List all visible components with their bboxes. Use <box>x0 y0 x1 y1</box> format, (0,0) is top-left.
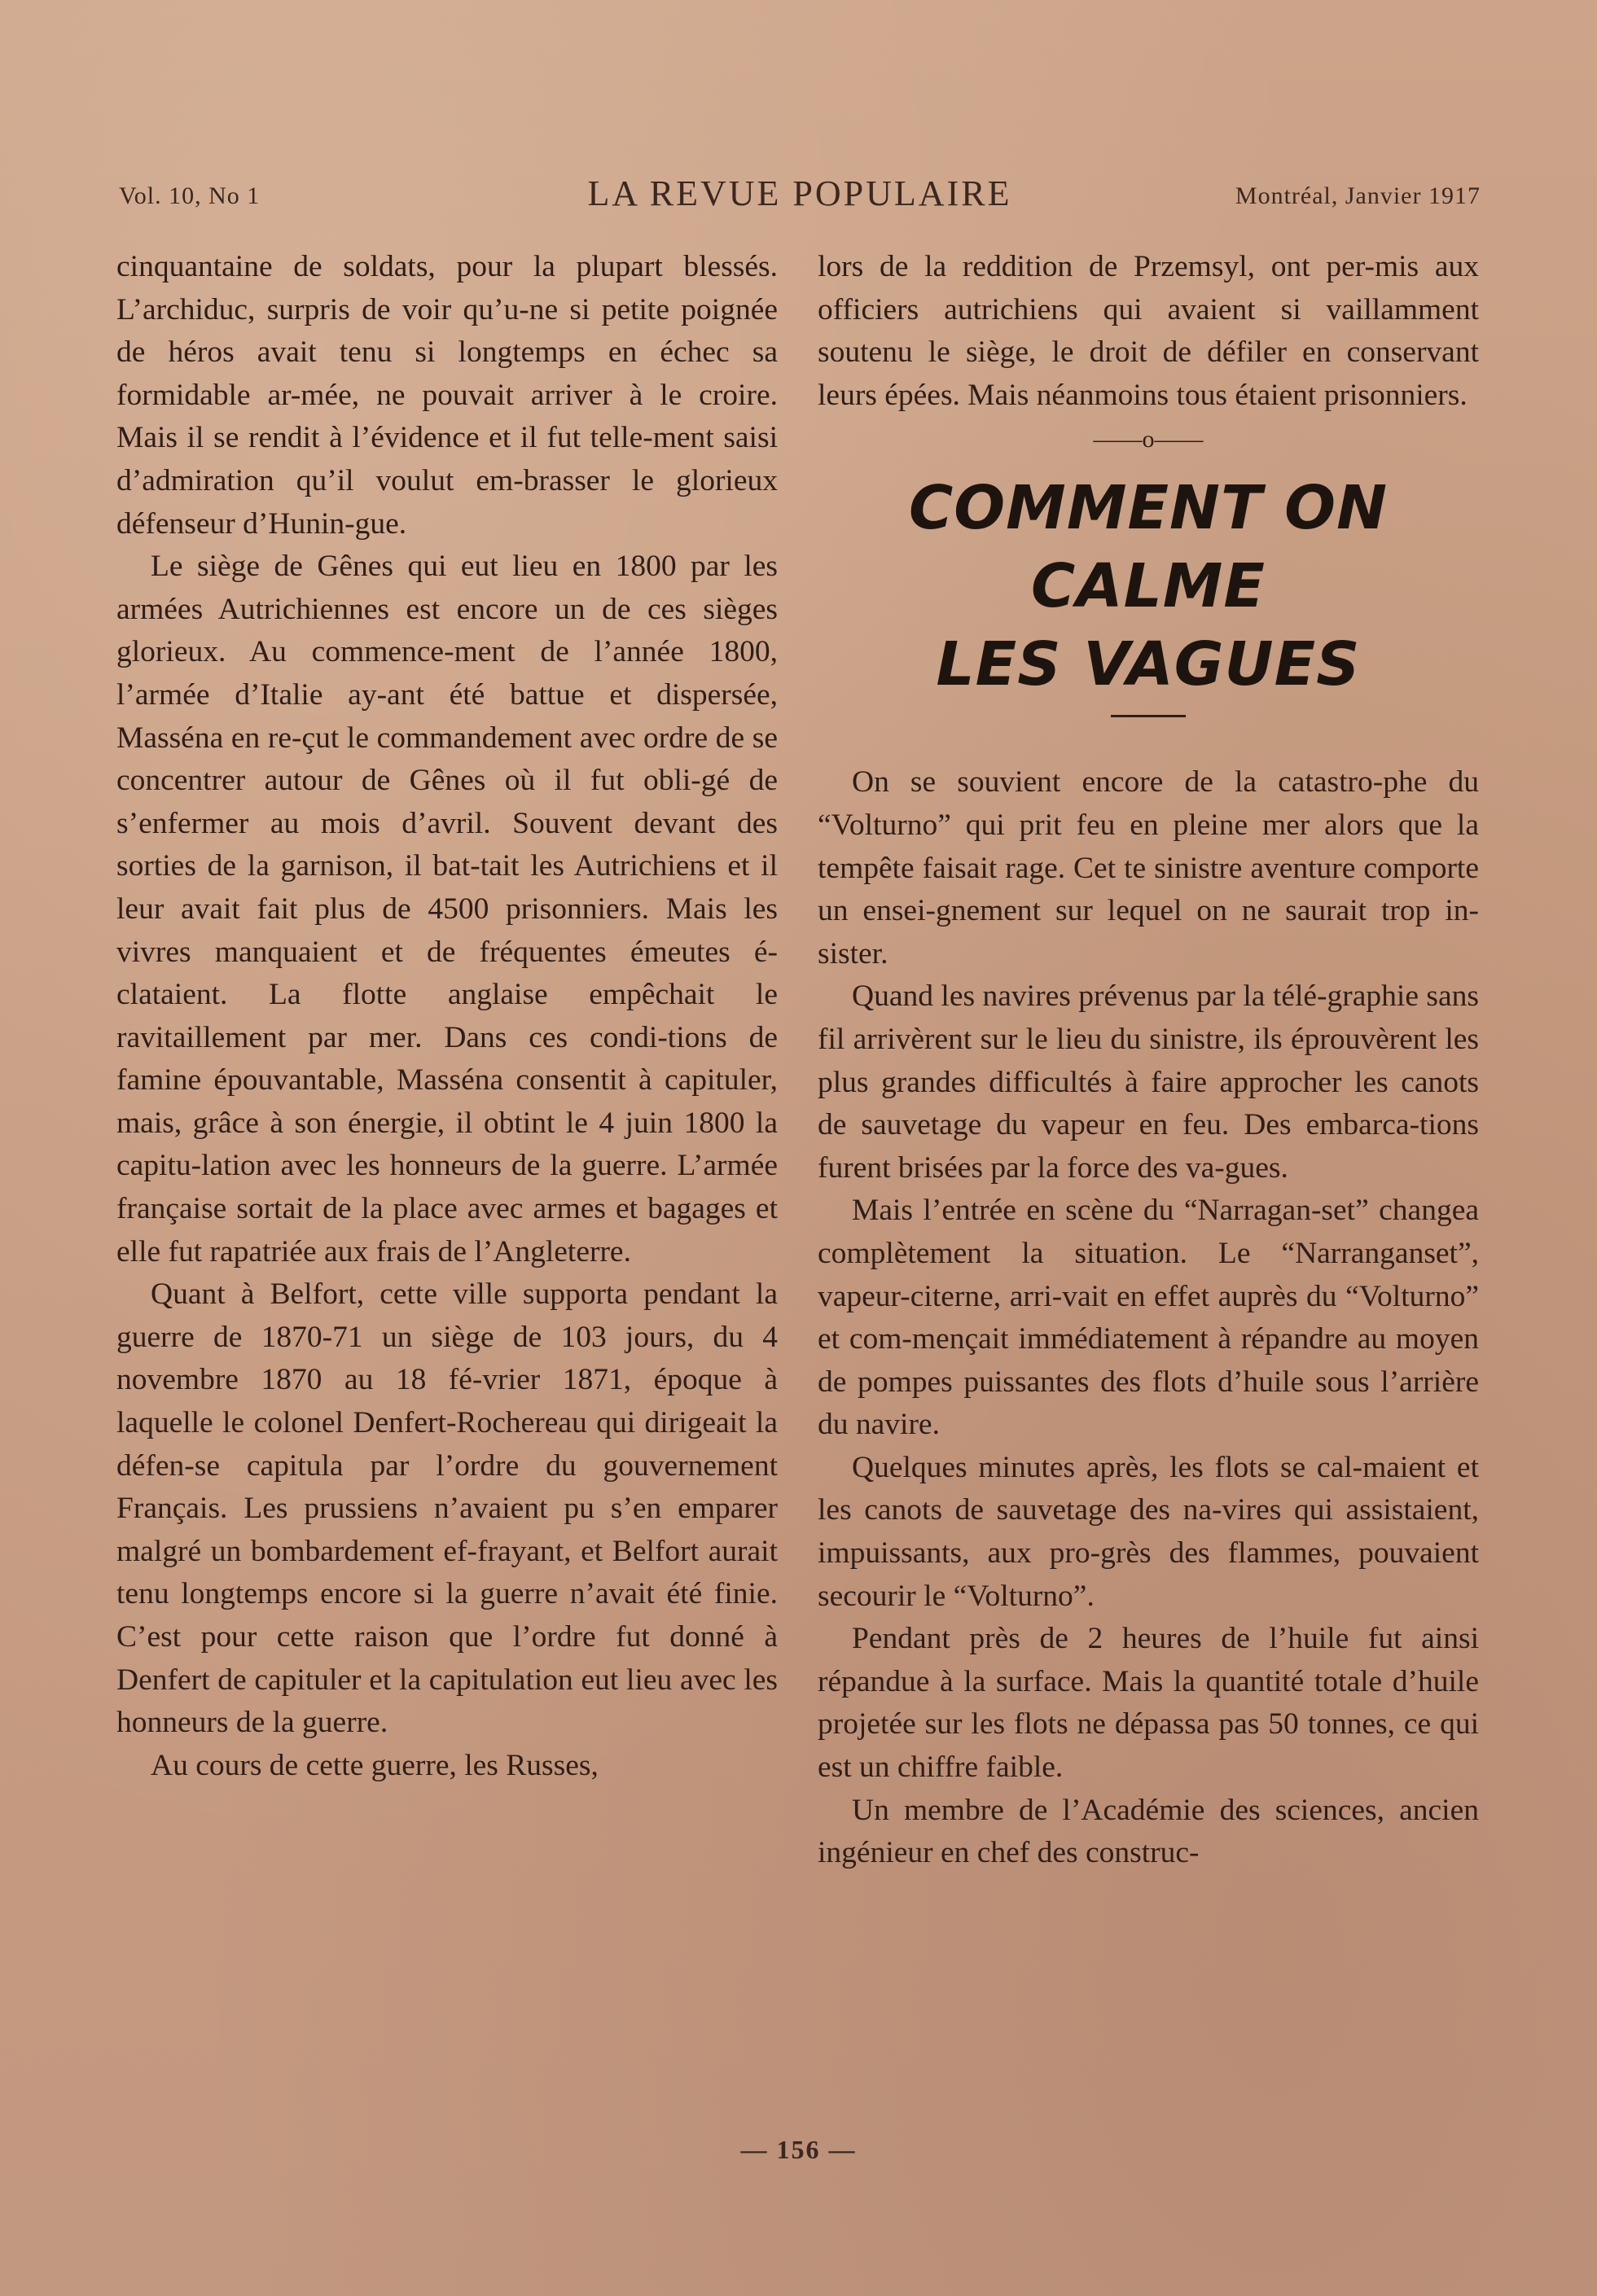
paragraph: On se souvient encore de la catastro-phe du “Volturno” qui prit feu en pleine mer alors que la tempête faisait rage. Cet te sinistre aventure comporte un ensei-gnement sur lequel on ne saurait trop in-sister. <box>818 765 1479 971</box>
issue-place-date: Montréal, Janvier 1917 <box>1235 182 1481 209</box>
paragraph: Quant à Belfort, cette ville supporta pendant la guerre de 1870-71 un siège de 103 jours, du 4 novembre 1870 au 18 fé-vrier 1871, époque à laquelle le colonel Denfert-Rochereau qui dirigeait la défen-se capitula par l’ordre du gouvernement Français. Les prussiens n’avaient pu s’en emparer malgré un bombardement ef-frayant, et Belfort aurait tenu longtemps encore si la guerre n’avait été finie. C’est pour cette raison que l’ordre fut donné à Denfert de capituler et la capitulation eut lieu avec les honneurs de la guerre. <box>116 1277 778 1740</box>
paragraph: cinquantaine de soldats, pour la plupart blessés. L’archiduc, surpris de voir qu’u-ne si petite poignée de héros avait tenu si longtemps en échec sa formidable ar-mée, ne pouvait arriver à le croire. Mais il se rendit à l’évidence et il fut telle-ment saisi d’admiration qu’il voulut em-brasser le glorieux défenseur d’Hunin-gue. <box>116 250 778 541</box>
section-separator: ——o—— <box>1093 426 1204 454</box>
continued-paragraph: lors de la reddition de Przemsyl, ont per-mis aux officiers autrichiens qui avaient si vaillamment soutenu le siège, le droit de défiler en conservant leurs épées. Mais néanmoins tous étaient prisonniers. <box>818 250 1479 412</box>
right-column <box>818 246 1479 1875</box>
paragraph: Mais l’entrée en scène du “Narragan-set” changea complètement la situation. Le “Narranganset”, vapeur-citerne, arri-vait en effet auprès du “Volturno” et com-mençait immédiatement à répandre au moyen de pompes puissantes des flots d’huile sous l’arrière du navire. <box>818 1194 1479 1442</box>
paragraph: Quelques minutes après, les flots se cal-maient et les canots de sauvetage des na-vires qui assistaient, impuissants, aux pro-grès des flammes, pouvaient secourir le “Volturno”. <box>818 1450 1479 1613</box>
article-title-line: COMMENT ON CALME <box>908 473 1389 622</box>
volume-number: Vol. 10, No 1 <box>119 182 261 209</box>
page-header <box>119 169 1481 226</box>
title-rule <box>1111 715 1186 717</box>
page-number: — 156 — <box>740 2135 857 2164</box>
paragraph: Pendant près de 2 heures de l’huile fut ainsi répandue à la surface. Mais la quantité totale d’huile projetée sur les flots ne dépassa pas 50 tonnes, ce qui est un chiffre faible. <box>818 1622 1479 1785</box>
left-column <box>116 246 778 1787</box>
paragraph: Un membre de l’Académie des sciences, ancien ingénieur en chef des construc- <box>818 1793 1479 1870</box>
article-title <box>818 469 1479 703</box>
paragraph: Au cours de cette guerre, les Russes, <box>151 1748 599 1782</box>
paragraph: Le siège de Gênes qui eut lieu en 1800 par les armées Autrichiennes est encore un de ces sièges glorieux. Au commence-ment de l’année 1800, l’armée d’Italie ay-ant été battue et dispersée, Masséna en re-çut le commandement avec ordre de se concentrer autour de Gênes où il fut obli-gé de s’enfermer au mois d’avril. Souvent devant des sorties de la garnison, il bat-tait les Autrichiens et il leur avait fait plus de 4500 prisonniers. Mais les vivres manquaient et de fréquentes émeutes é-clataient. La flotte anglaise empêchait le ravitaillement par mer. Dans ces condi-tions de famine épouvantable, Masséna consentit à capituler, mais, grâce à son énergie, il obtint le 4 juin 1800 la capitu-lation avec les honneurs de la guerre. L’armée française sortait de la place avec armes et bagages et elle fut rapatriée aux frais de l’Angleterre. <box>116 550 778 1268</box>
article-title-line: LES VAGUES <box>936 629 1361 700</box>
publication-title: LA REVUE POPULAIRE <box>587 173 1012 213</box>
paragraph: Quand les navires prévenus par la télé-graphie sans fil arrivèrent sur le lieu du sinistre, ils éprouvèrent les plus grandes difficultés à faire approcher les canots de sauvetage du vapeur en feu. Des embarca-tions furent brisées par la force des va-gues. <box>818 979 1479 1185</box>
